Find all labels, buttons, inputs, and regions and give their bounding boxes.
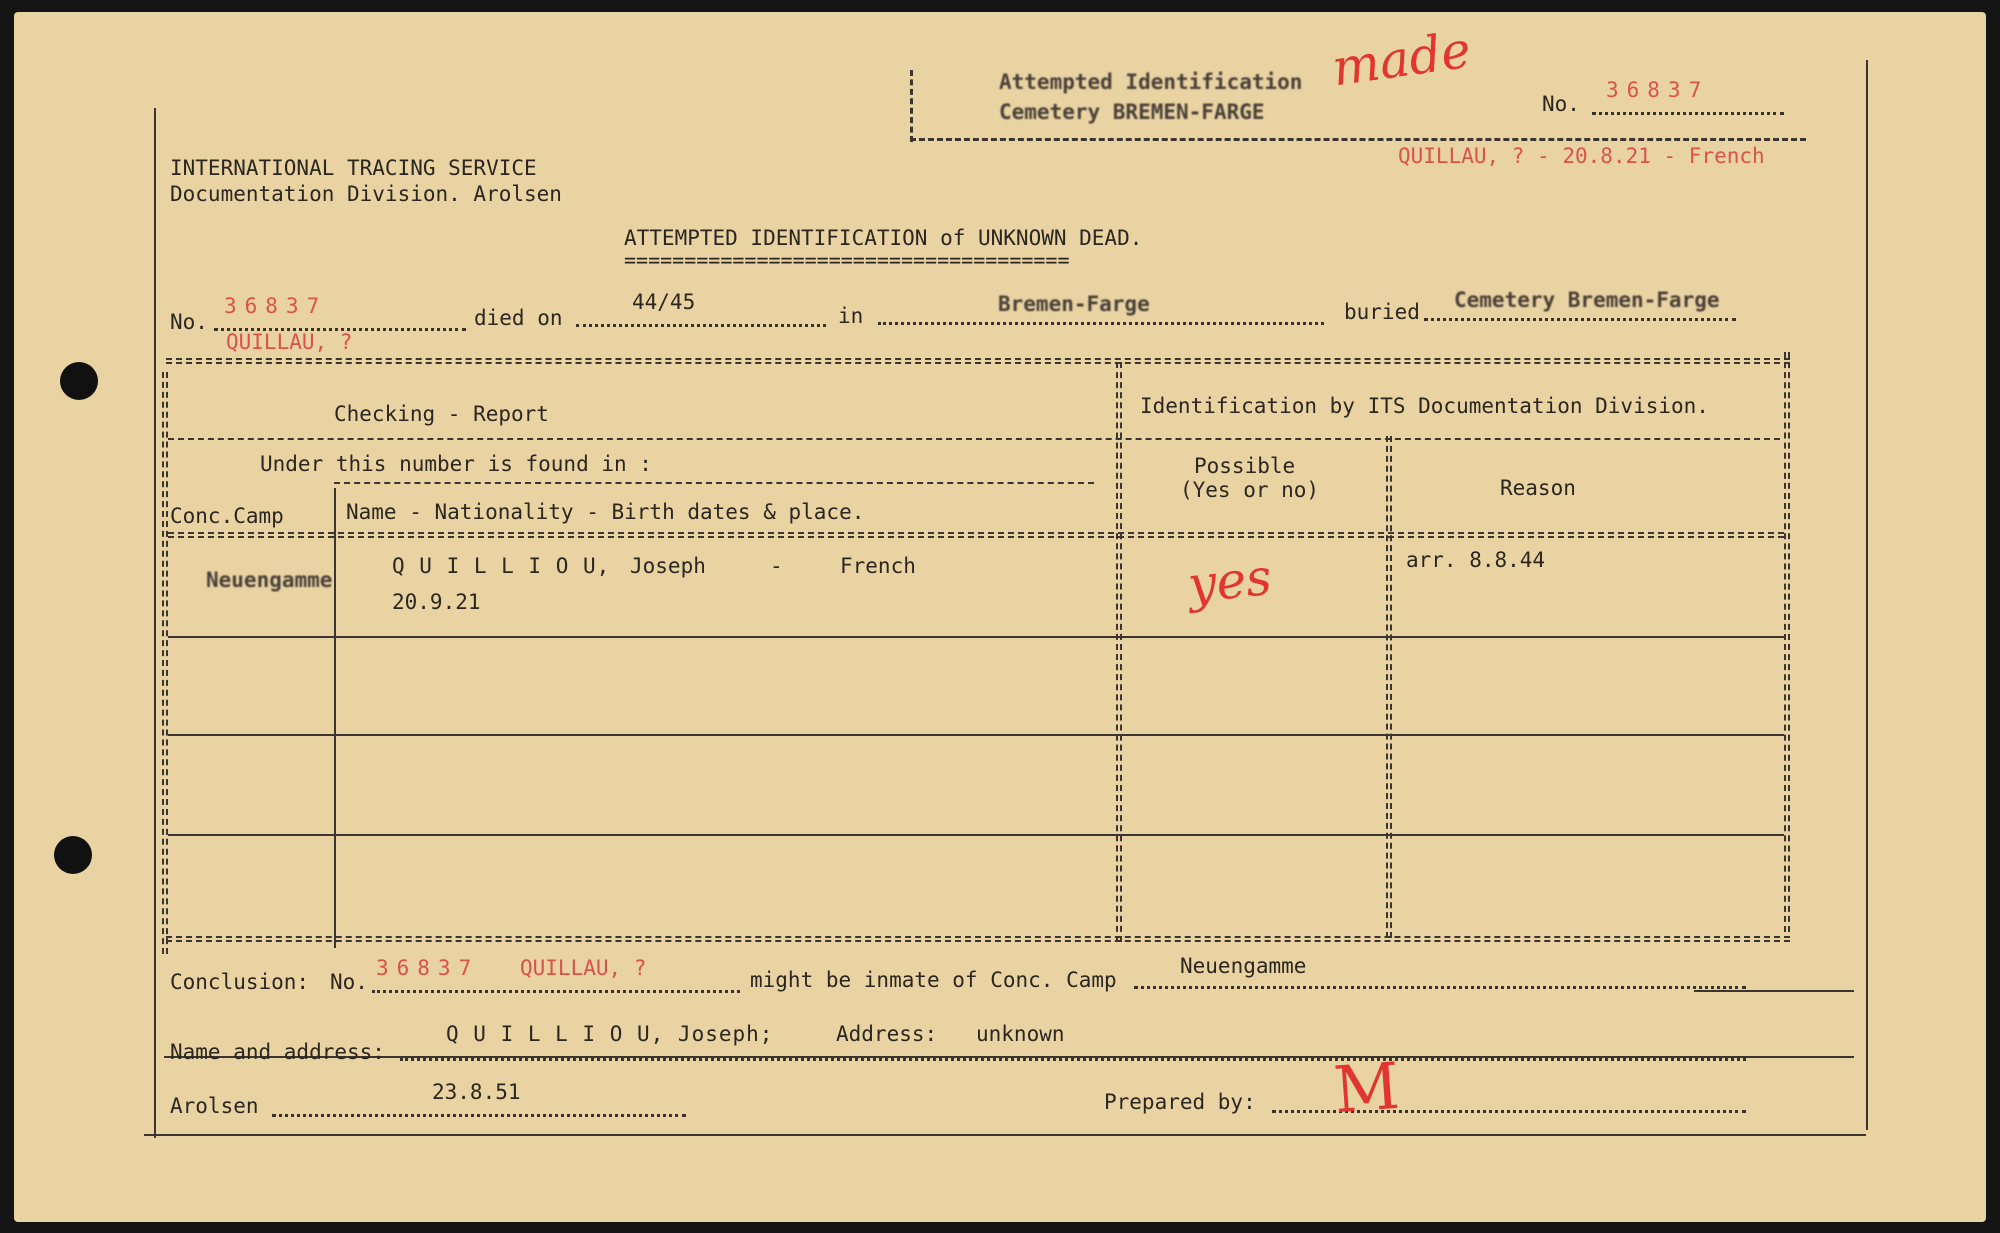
buried-label: buried — [1344, 300, 1420, 324]
punch-hole-top — [60, 362, 98, 400]
footer-date-dots — [272, 1114, 686, 1117]
died-label: died on — [474, 306, 563, 330]
conclusion-no-dots — [372, 990, 740, 993]
header-no-label: No. — [1542, 92, 1580, 116]
name-address-name: Q U I L L I O U, Joseph; — [446, 1022, 774, 1046]
conclusion-no-value: 36837 — [376, 956, 480, 980]
conclusion-camp-dots — [1134, 986, 1746, 989]
table-found-underline — [334, 482, 1094, 484]
conclusion-might-be: might be inmate of Conc. Camp — [750, 968, 1117, 992]
conclusion-camp: Neuengamme — [1180, 954, 1307, 978]
row1-name: Q U I L L I O U, — [392, 554, 611, 578]
address-label: Address: — [836, 1022, 938, 1046]
table-row-divider-1 — [168, 636, 1784, 638]
row1-first-name: Joseph — [630, 554, 706, 578]
table-camp-divider — [334, 488, 336, 948]
frame-left-line — [154, 108, 156, 1138]
frame-right-line — [1866, 60, 1868, 1130]
died-value: 44/45 — [632, 290, 696, 314]
document-title: ATTEMPTED IDENTIFICATION of UNKNOWN DEAD. — [624, 226, 1143, 250]
table-reason-divider — [1386, 436, 1392, 938]
footer-date: 23.8.51 — [432, 1080, 521, 1104]
handwritten-made: made — [1328, 20, 1475, 98]
header-no-value: 36837 — [1606, 78, 1710, 102]
col-possible-header-1: Possible — [1194, 454, 1296, 478]
buried-dots — [1424, 318, 1736, 321]
org-line1: INTERNATIONAL TRACING SERVICE — [170, 156, 537, 180]
conclusion-label: Conclusion: — [170, 970, 310, 994]
row1-nationality: French — [840, 554, 916, 578]
table-header-bottom — [168, 532, 1784, 538]
col-name-header: Name - Nationality - Birth dates & place. — [346, 500, 865, 524]
org-line2: Documentation Division. Arolsen — [170, 182, 562, 206]
footer-place-label: Arolsen — [170, 1094, 259, 1118]
conclusion-no-name: QUILLAU, ? — [520, 956, 647, 980]
document-card — [14, 12, 1986, 1222]
table-bottom-border — [166, 936, 1790, 942]
table-row-divider-3 — [168, 834, 1784, 836]
row1-reason: arr. 8.8.44 — [1406, 548, 1546, 572]
top-box-line2: Cemetery BREMEN-FARGE — [999, 100, 1265, 124]
header-no-dots — [1592, 112, 1784, 115]
record-no-label: No. — [170, 310, 208, 334]
prepared-by-initials: M — [1331, 1049, 1403, 1129]
table-row-divider-2 — [168, 734, 1784, 736]
identification-header: Identification by ITS Documentation Division. — [1140, 394, 1709, 418]
conclusion-rule — [1694, 990, 1854, 992]
frame-bottom-line — [144, 1134, 1866, 1136]
title-underline: ===================================== — [624, 248, 1070, 272]
in-dots — [878, 322, 1324, 325]
conclusion-no-label: No. — [330, 970, 368, 994]
name-address-label: Name and address: — [170, 1040, 385, 1064]
table-right-border — [1784, 352, 1790, 932]
row1-birth: 20.9.21 — [392, 590, 481, 614]
table-top-border — [166, 358, 1790, 364]
in-value: Bremen-Farge — [998, 292, 1150, 316]
table-checking-underline — [168, 438, 1780, 440]
row1-camp: Neuengamme — [206, 568, 333, 592]
found-in-label: Under this number is found in : — [260, 452, 652, 476]
col-possible-header-2: (Yes or no) — [1180, 478, 1320, 502]
col-reason-header: Reason — [1500, 476, 1576, 500]
address-value: unknown — [976, 1022, 1065, 1046]
table-left-border — [162, 372, 168, 954]
col-camp-header: Conc.Camp — [170, 504, 284, 528]
table-mid-divider — [1116, 362, 1122, 942]
top-box-line1: Attempted Identification — [999, 70, 1303, 94]
buried-value: Cemetery Bremen-Farge — [1454, 288, 1720, 312]
record-name-under: QUILLAU, ? — [226, 330, 353, 354]
punch-hole-bottom — [54, 836, 92, 874]
top-box-underline — [910, 138, 1806, 141]
in-label: in — [838, 304, 864, 328]
row1-dash: - — [770, 554, 783, 578]
row1-possible-handwritten: yes — [1185, 547, 1275, 615]
name-address-dots — [400, 1058, 1746, 1061]
died-dots — [576, 324, 826, 327]
checking-report-header: Checking - Report — [334, 402, 549, 426]
record-no-value: 36837 — [224, 294, 328, 318]
header-summary-line: QUILLAU, ? - 20.8.21 - French — [1398, 144, 1765, 168]
prepared-by-label: Prepared by: — [1104, 1090, 1256, 1114]
top-box-left-bracket — [910, 70, 913, 142]
